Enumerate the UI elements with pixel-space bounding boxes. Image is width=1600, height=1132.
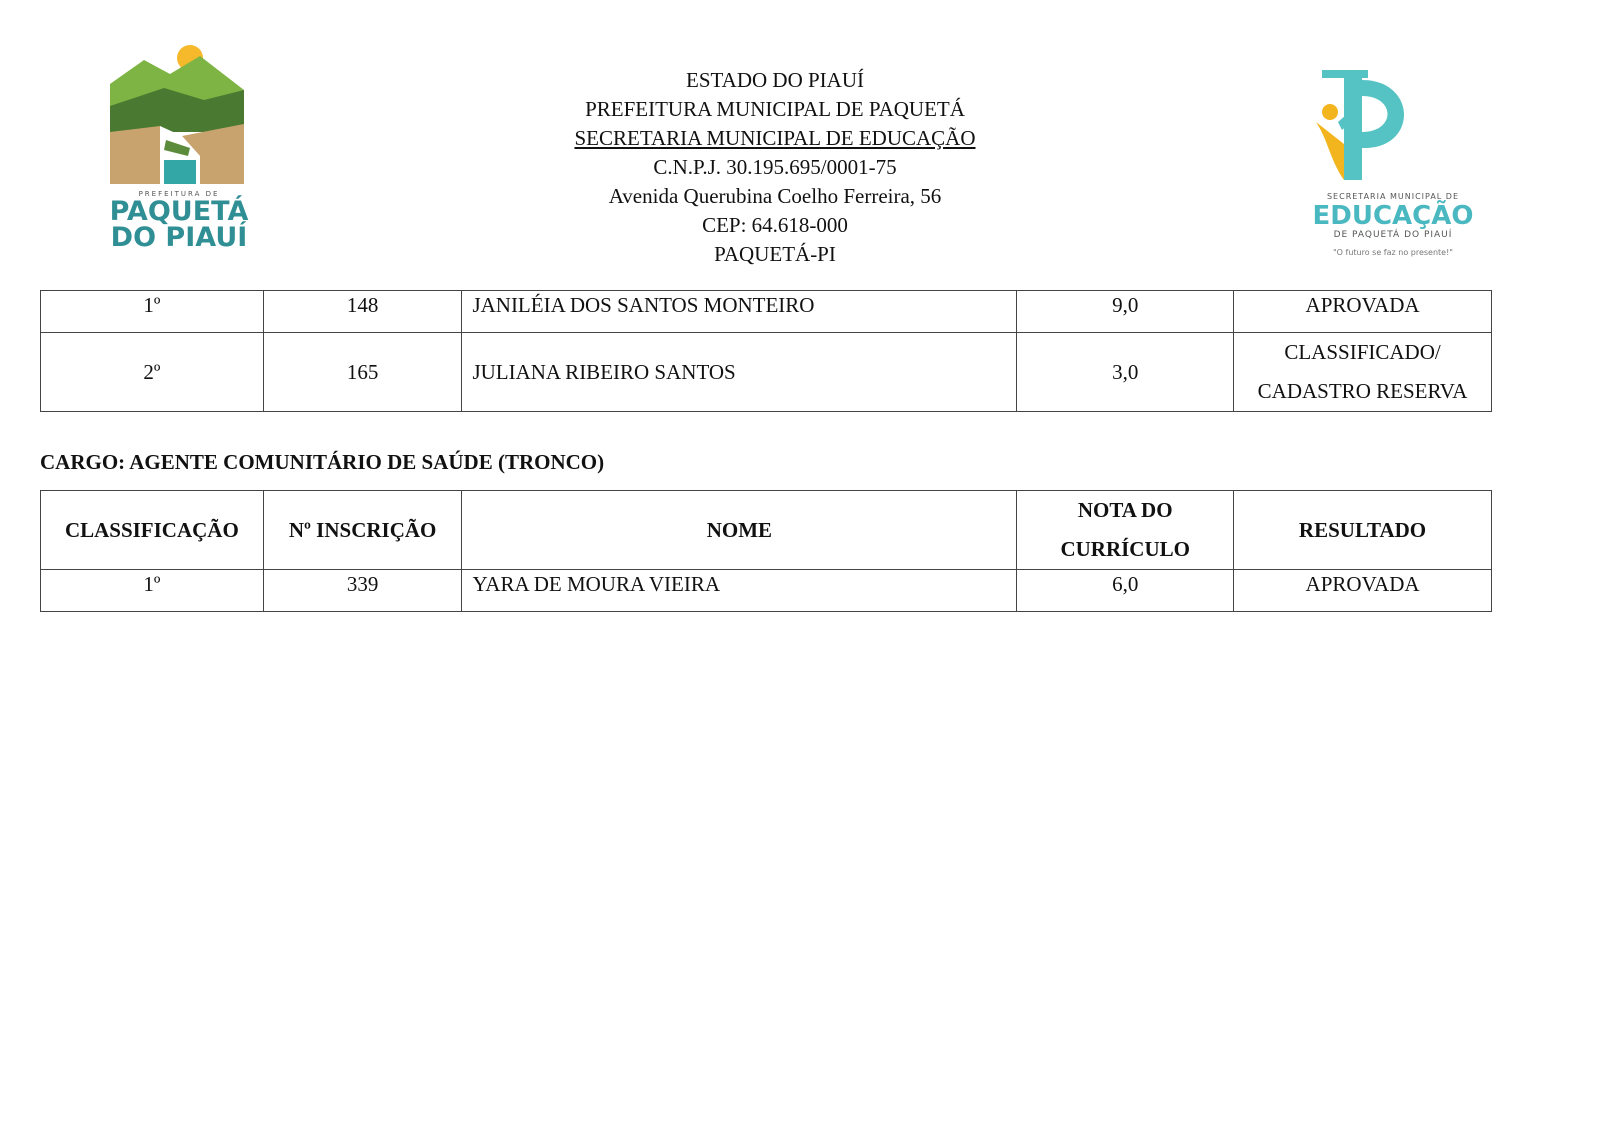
header-classificacao: CLASSIFICAÇÃO — [41, 491, 264, 570]
prefeitura-logo — [104, 44, 254, 264]
logo-secretaria-text: SECRETARIA MUNICIPAL DE — [1326, 192, 1460, 201]
cell-nota: 6,0 — [1017, 570, 1234, 612]
table-row — [41, 291, 1492, 333]
cell-nome: JULIANA RIBEIRO SANTOS — [462, 333, 1017, 412]
cell-inscricao: 339 — [263, 570, 462, 612]
results-table-continued — [40, 290, 1492, 412]
cell-nome: JANILÉIA DOS SANTOS MONTEIRO — [462, 291, 1017, 333]
cell-nota: 3,0 — [1017, 333, 1234, 412]
resultado-line-1: CLASSIFICADO/ — [1284, 340, 1441, 364]
document-header — [470, 66, 1080, 269]
logo-top-text: PREFEITURA DE — [138, 190, 220, 198]
logo-name-2: DO PIAUÍ — [110, 222, 248, 253]
header-address: Avenida Querubina Coelho Ferreira, 56 — [608, 184, 942, 208]
resultado-line-2: CADASTRO RESERVA — [1257, 379, 1468, 403]
cell-classificacao: 2º — [41, 333, 264, 412]
table-row — [41, 333, 1492, 412]
secretaria-logo — [1308, 60, 1478, 270]
cell-inscricao: 165 — [263, 333, 462, 412]
cell-nome: YARA DE MOURA VIEIRA — [462, 570, 1017, 612]
table-row — [41, 570, 1492, 612]
header-secretaria: SECRETARIA MUNICIPAL DE EDUCAÇÃO — [574, 126, 976, 150]
cell-inscricao: 148 — [263, 291, 462, 333]
cell-nota: 9,0 — [1017, 291, 1234, 333]
header-cnpj: C.N.P.J. 30.195.695/0001-75 — [653, 155, 897, 179]
table-header-row — [41, 491, 1492, 570]
logo-name-1: PAQUETÁ — [109, 196, 249, 227]
cell-resultado — [1234, 333, 1492, 412]
secretaria-logo-icon — [1308, 60, 1478, 190]
logo-educacao-text: EDUCAÇÃO — [1312, 201, 1474, 231]
header-city: PAQUETÁ-PI — [714, 242, 836, 266]
header-cep: CEP: 64.618-000 — [702, 213, 848, 237]
results-table-agente — [40, 490, 1492, 612]
logo-slogan: "O futuro se faz no presente!" — [1333, 248, 1453, 257]
logo-sub-text: DE PAQUETÁ DO PIAUÍ — [1333, 230, 1453, 240]
cell-classificacao: 1º — [41, 570, 264, 612]
header-resultado: RESULTADO — [1234, 491, 1492, 570]
header-inscricao: Nº INSCRIÇÃO — [263, 491, 462, 570]
header-prefeitura: PREFEITURA MUNICIPAL DE PAQUETÁ — [585, 97, 965, 121]
cell-resultado: APROVADA — [1234, 291, 1492, 333]
header-state: ESTADO DO PIAUÍ — [686, 68, 864, 92]
header-nome: NOME — [462, 491, 1017, 570]
header-nota — [1017, 491, 1234, 570]
cell-classificacao: 1º — [41, 291, 264, 333]
cell-resultado: APROVADA — [1234, 570, 1492, 612]
cargo-heading: CARGO: AGENTE COMUNITÁRIO DE SAÚDE (TRONCO) — [40, 450, 605, 474]
header-nota-line-1: NOTA DO — [1077, 498, 1173, 522]
header-nota-line-2: CURRÍCULO — [1060, 537, 1190, 561]
